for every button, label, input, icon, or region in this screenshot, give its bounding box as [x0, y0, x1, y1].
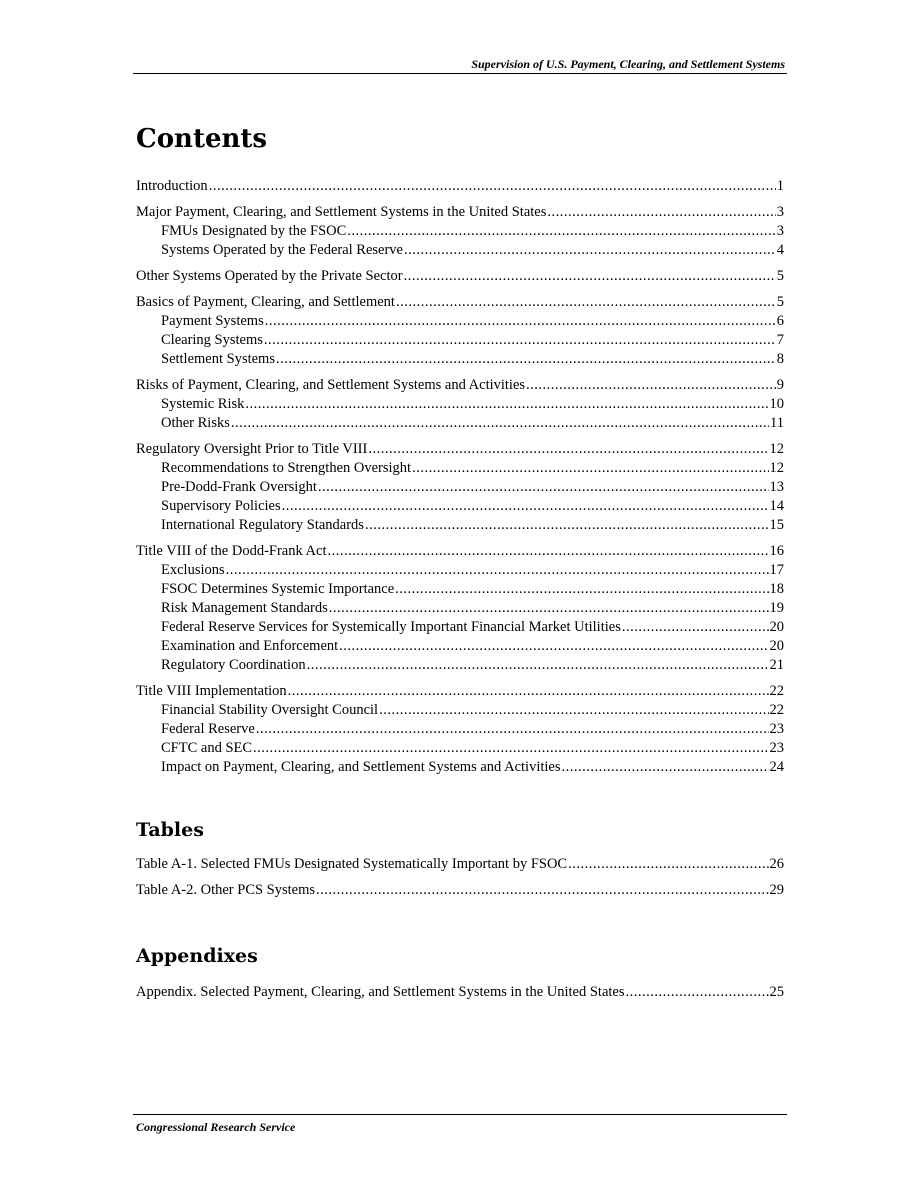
toc-entry[interactable] [136, 497, 784, 516]
toc-leader-dots [276, 350, 776, 369]
contents-list [136, 177, 784, 777]
toc-leader-dots [625, 983, 768, 1002]
toc-leader-dots [379, 701, 768, 720]
toc-entry-page: 18 [769, 581, 784, 597]
toc-leader-dots [253, 739, 768, 758]
toc-entry-title: Recommendations to Strengthen Oversight [161, 460, 412, 476]
toc-leader-dots [395, 580, 768, 599]
toc-entry-title: Regulatory Coordination [161, 657, 306, 673]
toc-entry-page: 14 [769, 498, 784, 514]
toc-leader-dots [526, 376, 776, 395]
toc-entry[interactable] [136, 177, 784, 196]
toc-entry-page: 13 [769, 479, 784, 495]
toc-leader-dots [547, 203, 775, 222]
toc-entry[interactable] [136, 516, 784, 535]
toc-entry-title: Settlement Systems [161, 351, 275, 367]
toc-leader-dots [265, 312, 776, 331]
toc-leader-dots [328, 542, 769, 561]
toc-entry[interactable] [136, 855, 784, 874]
toc-leader-dots [347, 222, 775, 241]
tables-list [136, 855, 784, 900]
toc-leader-dots [404, 267, 776, 286]
toc-entry[interactable] [136, 881, 784, 900]
toc-entry-title: Federal Reserve Services for Systemically Important Financial Market Utilities [161, 619, 621, 635]
toc-entry-title: Title VIII Implementation [136, 683, 287, 699]
toc-entry[interactable] [136, 580, 784, 599]
toc-entry-page: 6 [776, 313, 784, 329]
toc-leader-dots [245, 395, 768, 414]
toc-entry-title: Title VIII of the Dodd-Frank Act [136, 543, 327, 559]
toc-leader-dots [318, 478, 769, 497]
toc-entry[interactable] [136, 618, 784, 637]
toc-entry-title: Table A-2. Other PCS Systems [136, 882, 316, 898]
toc-leader-dots [226, 561, 769, 580]
toc-leader-dots [288, 682, 769, 701]
toc-entry-page: 5 [776, 294, 784, 310]
toc-entry-page: 22 [769, 702, 784, 718]
toc-entry[interactable] [136, 414, 784, 433]
toc-entry[interactable] [136, 376, 784, 395]
toc-entry-page: 23 [769, 740, 784, 756]
toc-entry-title: FSOC Determines Systemic Importance [161, 581, 395, 597]
toc-entry-page: 21 [769, 657, 784, 673]
toc-entry-page: 25 [769, 984, 784, 1000]
toc-entry-page: 4 [776, 242, 784, 258]
toc-entry-title: Major Payment, Clearing, and Settlement Systems in the United States [136, 204, 547, 220]
toc-entry-page: 17 [769, 562, 784, 578]
toc-entry[interactable] [136, 758, 784, 777]
toc-entry-title: CFTC and SEC [161, 740, 253, 756]
toc-leader-dots [209, 177, 776, 196]
toc-entry[interactable] [136, 542, 784, 561]
toc-entry[interactable] [136, 293, 784, 312]
toc-entry-title: Other Risks [161, 415, 230, 431]
toc-entry-title: Systems Operated by the Federal Reserve [161, 242, 403, 258]
toc-entry-page: 8 [776, 351, 784, 367]
toc-entry-page: 20 [769, 619, 784, 635]
toc-leader-dots [365, 516, 769, 535]
toc-leader-dots [264, 331, 776, 350]
toc-entry-title: Supervisory Policies [161, 498, 281, 514]
toc-entry[interactable] [136, 203, 784, 222]
toc-entry-page: 5 [776, 268, 784, 284]
toc-entry-title: Regulatory Oversight Prior to Title VIII [136, 441, 368, 457]
toc-leader-dots [316, 881, 768, 900]
toc-entry-page: 7 [776, 332, 784, 348]
toc-entry[interactable] [136, 682, 784, 701]
toc-entry-title: Clearing Systems [161, 332, 263, 348]
toc-leader-dots [231, 414, 769, 433]
toc-entry-page: 12 [769, 460, 784, 476]
running-footer: Congressional Research Service [136, 1120, 296, 1134]
toc-entry-title: Systemic Risk [161, 396, 245, 412]
toc-entry-title: Examination and Enforcement [161, 638, 339, 654]
toc-entry-page: 29 [769, 882, 784, 898]
toc-entry-page: 3 [776, 223, 784, 239]
appendixes-heading: Appendixes [136, 945, 258, 967]
toc-entry-title: Risk Management Standards [161, 600, 328, 616]
toc-entry[interactable] [136, 267, 784, 286]
toc-entry-title: FMUs Designated by the FSOC [161, 223, 347, 239]
toc-entry-title: Payment Systems [161, 313, 264, 329]
toc-entry[interactable] [136, 656, 784, 675]
toc-entry[interactable] [136, 395, 784, 414]
toc-leader-dots [396, 293, 776, 312]
toc-entry-page: 20 [769, 638, 784, 654]
toc-leader-dots [404, 241, 776, 260]
toc-entry[interactable] [136, 350, 784, 369]
toc-entry-page: 11 [770, 415, 784, 431]
toc-entry[interactable] [136, 478, 784, 497]
appendixes-list [136, 983, 784, 1002]
toc-leader-dots [282, 497, 769, 516]
toc-entry-title: Appendix. Selected Payment, Clearing, and Settlement Systems in the United States [136, 984, 625, 1000]
toc-leader-dots [622, 618, 769, 637]
toc-entry[interactable] [136, 637, 784, 656]
toc-entry-page: 3 [776, 204, 784, 220]
toc-entry[interactable] [136, 561, 784, 580]
toc-entry-title: Basics of Payment, Clearing, and Settlement [136, 294, 395, 310]
toc-entry[interactable] [136, 599, 784, 618]
contents-heading: Contents [136, 124, 268, 154]
toc-entry[interactable] [136, 222, 784, 241]
toc-entry-page: 23 [769, 721, 784, 737]
toc-entry[interactable] [136, 720, 784, 739]
toc-entry-page: 12 [769, 441, 784, 457]
toc-entry-title: Introduction [136, 178, 208, 194]
toc-entry[interactable] [136, 983, 784, 1002]
toc-entry-title: Federal Reserve [161, 721, 255, 737]
toc-entry-title: International Regulatory Standards [161, 517, 364, 533]
toc-entry[interactable] [136, 440, 784, 459]
toc-entry-page: 10 [769, 396, 784, 412]
header-rule [133, 73, 787, 74]
toc-leader-dots [412, 459, 768, 478]
toc-leader-dots [307, 656, 769, 675]
toc-entry[interactable] [136, 701, 784, 720]
toc-entry-title: Table A-1. Selected FMUs Designated Systematically Important by FSOC [136, 856, 568, 872]
toc-entry-page: 16 [769, 543, 784, 559]
toc-leader-dots [329, 599, 769, 618]
toc-leader-dots [256, 720, 769, 739]
toc-entry-page: 1 [776, 178, 784, 194]
toc-leader-dots [568, 855, 768, 874]
tables-heading: Tables [136, 819, 204, 841]
toc-leader-dots [368, 440, 768, 459]
toc-entry[interactable] [136, 739, 784, 758]
toc-entry[interactable] [136, 312, 784, 331]
toc-entry-title: Exclusions [161, 562, 225, 578]
toc-entry[interactable] [136, 331, 784, 350]
toc-entry-title: Other Systems Operated by the Private Sector [136, 268, 403, 284]
toc-entry-page: 15 [769, 517, 784, 533]
toc-leader-dots [339, 637, 768, 656]
running-header: Supervision of U.S. Payment, Clearing, and Settlement Systems [471, 57, 785, 71]
toc-entry-page: 22 [769, 683, 784, 699]
toc-entry-page: 26 [769, 856, 784, 872]
toc-entry-title: Financial Stability Oversight Council [161, 702, 379, 718]
toc-entry-title: Impact on Payment, Clearing, and Settlement Systems and Activities [161, 759, 561, 775]
toc-leader-dots [562, 758, 769, 777]
toc-entry[interactable] [136, 241, 784, 260]
toc-entry[interactable] [136, 459, 784, 478]
toc-entry-page: 19 [769, 600, 784, 616]
toc-entry-title: Pre-Dodd-Frank Oversight [161, 479, 317, 495]
footer-rule [133, 1114, 787, 1115]
toc-entry-title: Risks of Payment, Clearing, and Settlement Systems and Activities [136, 377, 526, 393]
toc-entry-page: 24 [769, 759, 784, 775]
toc-entry-page: 9 [776, 377, 784, 393]
